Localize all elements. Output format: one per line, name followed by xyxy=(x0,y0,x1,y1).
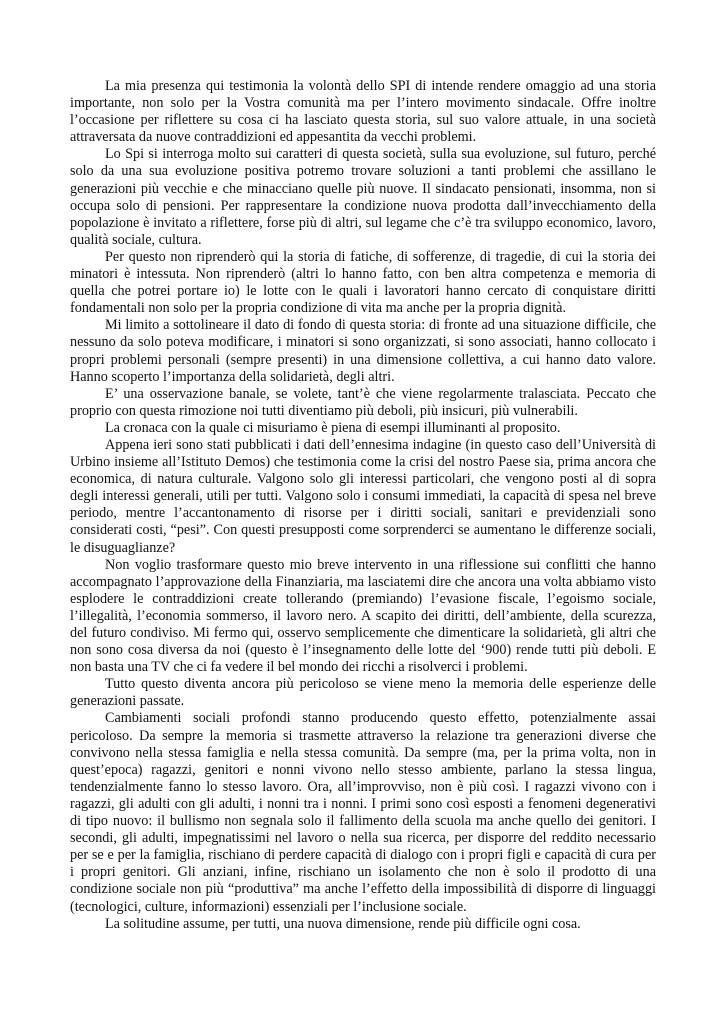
paragraph-2: Lo Spi si interroga molto sui caratteri di questa società, sulla sua evoluzione, sul futuro, perché solo da una sua evoluzione positiva potremo trovare soluzioni a tanti problemi che assillano le generazioni più vecchie e che minacciano quelle più nuove. Il sindacato pensionati, insomma, non si occupa solo di pensioni. Per rappresentare la condizione nuova prodotta dall’invecchiamento della popolazione è invitato a riflettere, forse più di altri, sul legame che c’è tra sviluppo economico, lavoro, qualità sociale, cultura. xyxy=(70,146,656,248)
paragraph-6: La cronaca con la quale ci misuriamo è piena di esempi illuminanti al proposito. xyxy=(105,419,561,436)
paragraph-4: Mi limito a sottolineare il dato di fondo di questa storia: di fronte ad una situazione difficile, che nessuno da solo poteva modificare, i minatori si sono organizzati, si sono associati, hanno collocato i propri problemi personali (sempre presenti) in una dimensione collettiva, a cui hanno dato valore. Hanno scoperto l’importanza della solidarietà, degli altri. xyxy=(70,317,656,385)
paragraph-3: Per questo non riprenderò qui la storia di fatiche, di sofferenze, di tragedie, di cui la storia dei minatori è intessuta. Non riprenderò (altri lo hanno fatto, con ben altra competenza e memoria di quella che potrei portare io) le lotte con le quali i lavoratori hanno cercato di conquistare diritti fondamentali non solo per la propria condizione di vita ma anche per la propria dignità. xyxy=(70,248,656,317)
paragraph-8: Non voglio trasformare questo mio breve intervento in una riflessione sui conflitti che hanno accompagnato l’approvazione della Finanziaria, ma lasciatemi dire che ancora una volta abbiamo visto esplodere le contraddizioni create tollerando (premiando) l’evasione fiscale, l’egoismo sociale, l’illegalità, l’economia sommerso, il lavoro nero. A scapito dei diritti, dell’ambiente, della scurezza, del futuro condiviso. Mi fermo qui, osservo semplicemente che dimenticare la solidarietà, gli altri che non sono cosa diversa da noi (questo è l’insegnamento delle lotte del ‘900) rende tutti più deboli. E non basta una TV che ci fa vedere il bel mondo dei ricchi a risolverci i problemi. xyxy=(70,556,656,676)
paragraph-9: Tutto questo diventa ancora più pericoloso se viene meno la memoria delle esperienze delle generazioni passate. xyxy=(70,676,656,710)
document-body xyxy=(70,78,656,933)
paragraph-11: La solitudine assume, per tutti, una nuova dimensione, rende più difficile ogni cosa. xyxy=(105,915,581,932)
paragraph-5: E’ una osservazione banale, se volete, tant’è che viene regolarmente tralasciata. Peccato che proprio con questa rimozione noi tutti diventiamo più deboli, più insicuri, più vulnerabili. xyxy=(70,385,656,419)
paragraph-10: Cambiamenti sociali profondi stanno producendo questo effetto, potenzialmente assai pericoloso. Da sempre la memoria si trasmette attraverso la relazione tra generazioni diverse che convivono nella stessa famiglia e nella stessa comunità. Da sempre (ma, per la prima volta, non in quest’epoca) ragazzi, genitori e nonni vivono nello stesso ambiente, parlano la stessa lingua, tendenzialmente fanno lo stesso lavoro. Ora, all’improvviso, non è più così. I ragazzi vivono con i ragazzi, gli adulti con gli adulti, i nonni tra i nonni. I primi sono così esposti a fenomeni degenerativi di tipo nuovo: il bullismo non segnala solo il fallimento della scuola ma anche quello dei genitori. I secondi, gli adulti, impegnatissimi nel lavoro o nella sua ricerca, per disporre del reddito necessario per se e per la famiglia, rischiano di perdere capacità di dialogo con i propri figli e capacità di cura per i propri genitori. Gli anziani, infine, rischiano un isolamento che non è solo il prodotto di una condizione sociale non più “produttiva” ma anche l’effetto della impossibilità di disporre di linguaggi (tecnologici, culture, informazioni) essenziali per l’inclusione sociale. xyxy=(70,710,656,915)
paragraph-7: Appena ieri sono stati pubblicati i dati dell’ennesima indagine (in questo caso dell’Università di Urbino insieme all’Istituto Demos) che testimonia come la crisi del nostro Paese sia, prima ancora che economica, di natura culturale. Valgono solo gli interessi particolari, che vengono posti al di sopra degli interessi generali, utili per tutti. Valgono solo i consumi immediati, la capacità di spesa nel breve periodo, mentre l’accantonamento di risorse per i diritti sociali, sanitari e previdenziali sono considerati costi, “pesi”. Con questi presupposti come sorprenderci se aumentano le differenze sociali, le disuguaglianze? xyxy=(70,436,656,556)
paragraph-1: La mia presenza qui testimonia la volontà dello SPI di intende rendere omaggio ad una storia importante, non solo per la Vostra comunità ma per l’intero movimento sindacale. Offre inoltre l’occasione per riflettere su cosa ci ha lasciato questa storia, sul suo valore attuale, in una società attraversata da nuove contraddizioni ed appesantita da vecchi problemi. xyxy=(70,78,656,146)
